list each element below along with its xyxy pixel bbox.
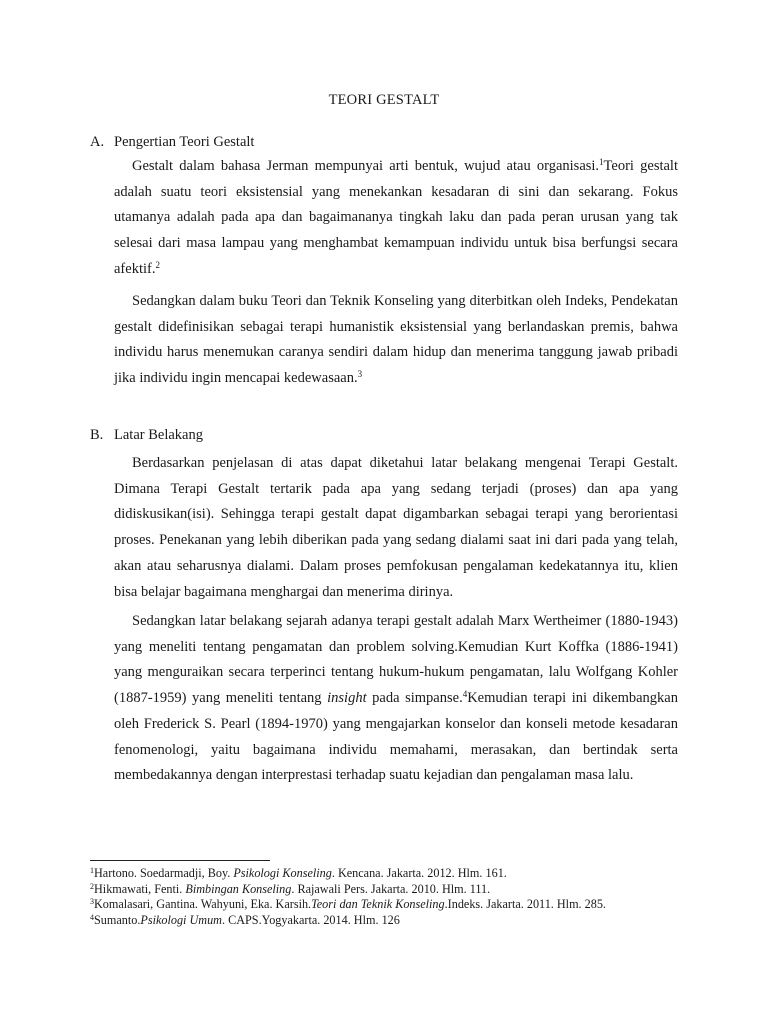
footnote-1 xyxy=(90,866,690,882)
footnote-number: 3 xyxy=(90,897,94,907)
footnote-title: Psikologi Konseling xyxy=(233,866,332,880)
section-a-title: Pengertian Teori Gestalt xyxy=(114,134,255,150)
footnotes xyxy=(90,866,690,928)
section-a-heading xyxy=(90,134,254,151)
footnote-text: . CAPS.Yogyakarta. 2014. Hlm. 126 xyxy=(221,912,400,927)
footnote-title: Teori dan Teknik Konseling xyxy=(311,897,445,912)
footnote-ref-4: 4 xyxy=(462,689,468,700)
footnote-title: Psikologi Umum xyxy=(140,912,222,927)
italic-term: insight xyxy=(327,690,367,707)
footnote-text: Sumanto. xyxy=(94,912,141,927)
paragraph-text: Sedangkan dalam buku Teori dan Teknik Konseling yang diterbitkan oleh Indeks, Pendekatan gestalt didefinisikan sebagai terapi humanistik eksistensial yang berlandaskan premis, bahwa individu harus menemukan caranya sendiri dalam hidup dan menerima tanggung jawab pribadi jika individu ingin mencapai kedewasaan. xyxy=(114,293,678,387)
section-b-number: B. xyxy=(90,427,104,443)
paragraph-text: pada simpanse. xyxy=(366,690,463,707)
footnote-ref-2: 2 xyxy=(155,259,160,270)
footnote-4 xyxy=(90,913,690,929)
footnote-ref-1: 1 xyxy=(599,157,604,167)
section-b-paragraph-1 xyxy=(114,451,678,605)
section-a-number: A. xyxy=(90,134,105,150)
footnote-text: Komalasari, Gantina. Wahyuni, Eka. Karsih. xyxy=(94,897,312,912)
paragraph-text: Kemudian terapi ini dikembangkan oleh Frederick S. Pearl (1894-1970) yang mengajarkan konselor dan konseli metode kesadaran fenomenologi, yaitu bagaimana individu memahami, merasakan, dan bertindak serta membedakannya dengan interprestasi terhadap suatu kejadian dan pengalaman masa lalu. xyxy=(114,690,678,784)
footnote-text: . Rajawali Pers. Jakarta. 2010. Hlm. 111. xyxy=(291,881,491,896)
footnote-text: Hartono. Soedarmadji, Boy. xyxy=(94,866,234,880)
footnote-2 xyxy=(90,882,690,898)
footnote-divider xyxy=(90,860,270,861)
paragraph-text: Sedangkan latar belakang sejarah adanya terapi gestalt adalah Marx Wertheimer (1880-1943) yang meneliti tentang pengamatan dan problem solving.Kemudian Kurt Koffka (1886-1941) yang menguraikan secara terperinci tentang hukum-hukum pengamatan, lalu Wolfgang Kohler (1887-1959) yang meneliti tentang xyxy=(114,613,678,707)
footnote-ref-3: 3 xyxy=(357,369,363,380)
section-b-heading xyxy=(90,427,203,444)
section-b-paragraph-2 xyxy=(114,609,678,789)
footnote-number: 2 xyxy=(90,881,94,891)
footnote-3 xyxy=(90,897,690,913)
section-a-paragraph-2 xyxy=(114,289,678,392)
paragraph-text: Berdasarkan penjelasan di atas dapat diketahui latar belakang mengenai Terapi Gestalt. Dimana Terapi Gestalt tertarik pada apa yang sedang terjadi (proses) dan apa yang didiskusikan(isi). Sehingga terapi gestalt dapat digambarkan sebagai terapi yang berorientasi proses. Penekanan yang lebih diberikan pada yang sedang dialami saat ini dari pada yang telah, akan atau seharusnya dialami. Dalam proses pemfokusan pengalaman kedekatannya itu, klien bisa belajar bagaimana menghargai dan menerima dirinya. xyxy=(114,455,678,600)
page-title: TEORI GESTALT xyxy=(328,92,440,108)
footnote-number: 1 xyxy=(90,866,94,875)
footnote-text: . Kencana. Jakarta. 2012. Hlm. 161. xyxy=(331,866,507,880)
footnote-text: .Indeks. Jakarta. 2011. Hlm. 285. xyxy=(444,897,606,912)
section-a-paragraph-1 xyxy=(114,154,678,283)
paragraph-text: Teori gestalt adalah suatu teori eksistensial yang menekankan kesadaran di sini dan sekarang. Fokus utamanya adalah pada apa dan bagaimananya tingkah laku dan pada peran urusan yang tak selesai dari masa lampau yang menghambat kemampuan individu untuk bisa berfungsi secara afektif. xyxy=(114,158,678,277)
footnote-text: Hikmawati, Fenti. xyxy=(94,881,186,896)
footnote-number: 4 xyxy=(90,912,94,922)
paragraph-text: Gestalt dalam bahasa Jerman mempunyai arti bentuk, wujud atau organisasi. xyxy=(132,158,600,174)
section-b-title: Latar Belakang xyxy=(114,427,203,443)
footnote-title: Bimbingan Konseling xyxy=(185,881,292,896)
